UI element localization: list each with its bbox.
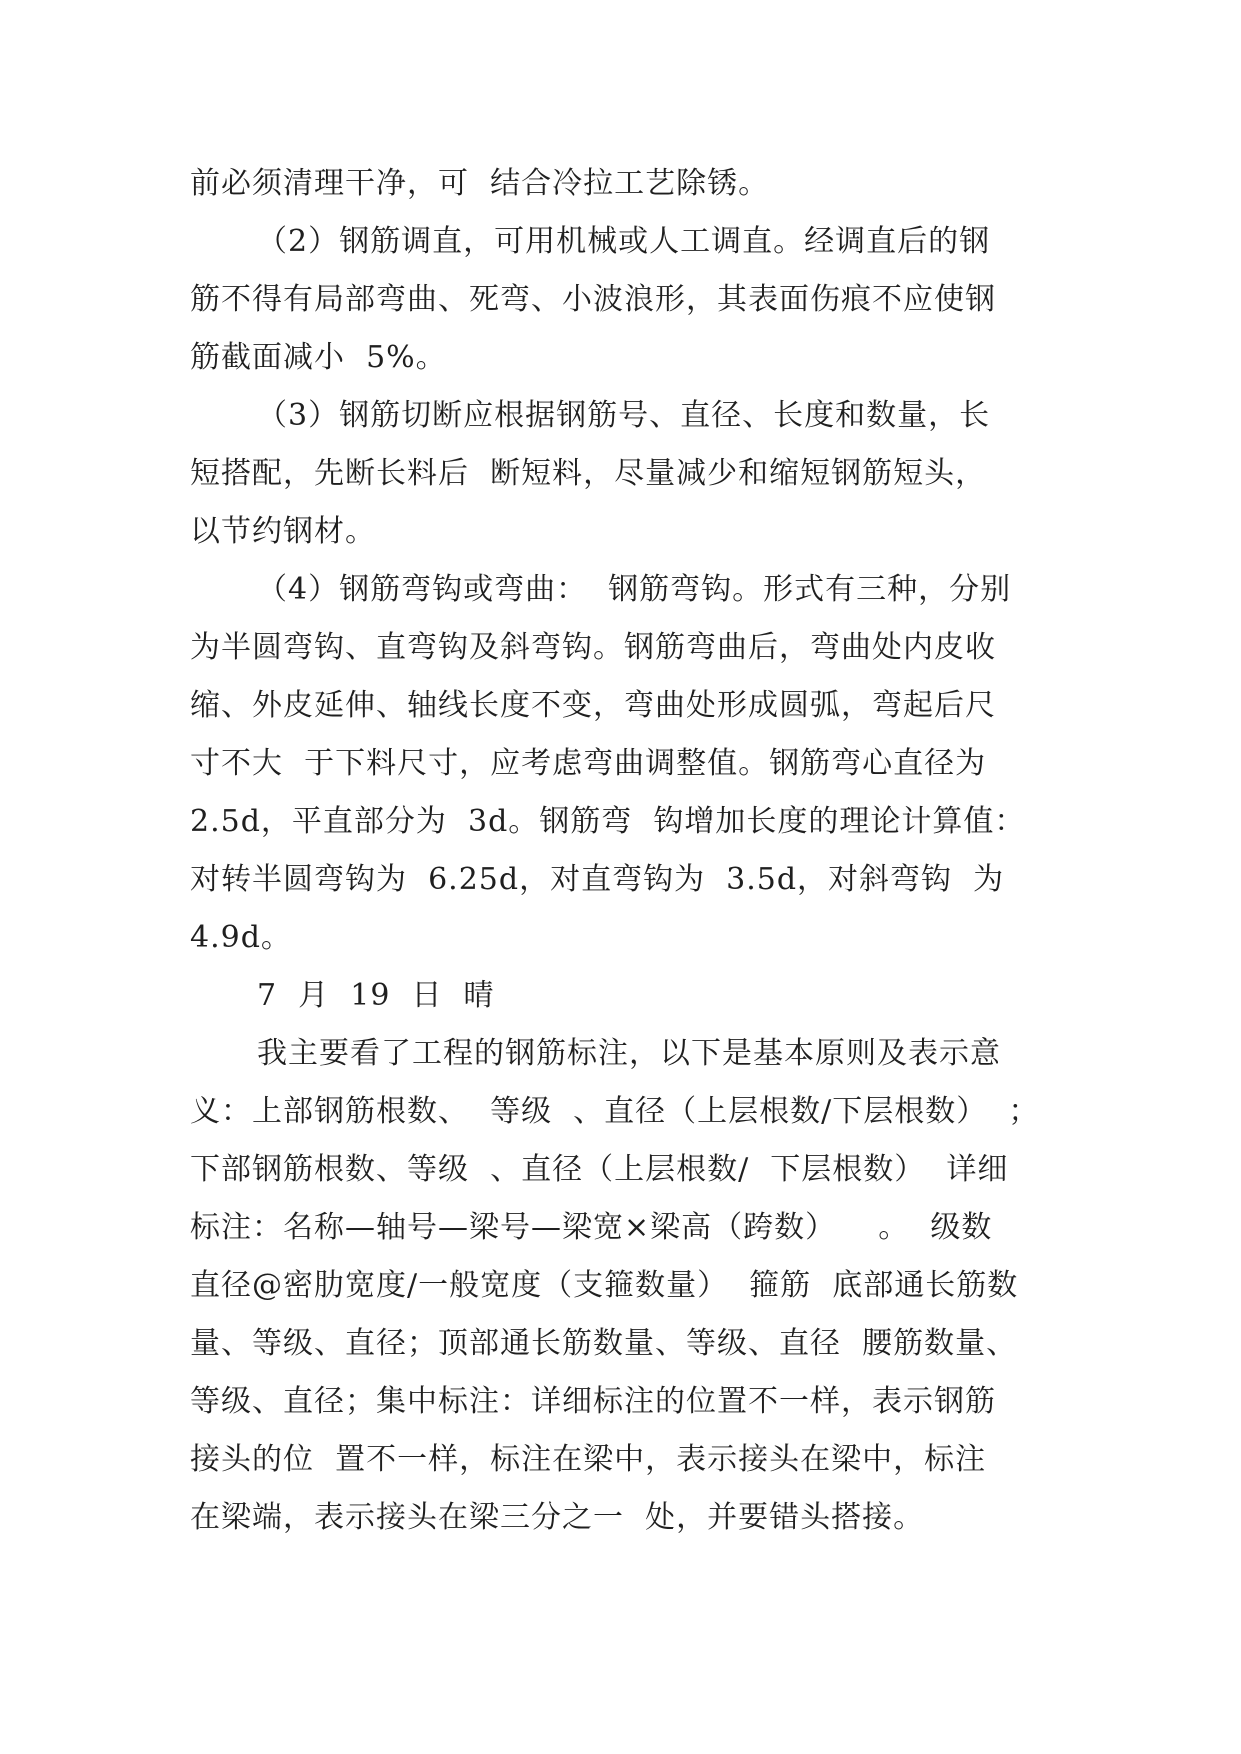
- text-line-4: 筋截面减小 5%。: [190, 340, 447, 375]
- text-line-12: 2.5d，平直部分为 3d。钢筋弯 钩增加长度的理论计算值：: [190, 804, 1026, 839]
- text-line-21: 量、等级、直径；顶部通长筋数量、等级、直径 腰筋数量、: [190, 1326, 1018, 1361]
- text-line-17: 义：上部钢筋根数、 等级 、直径（上层根数/下层根数） ；: [190, 1094, 1040, 1129]
- text-line-10: 缩、外皮延伸、轴线长度不变，弯曲处形成圆弧，弯起后尺: [190, 688, 996, 723]
- text-line-16: 我主要看了工程的钢筋标注，以下是基本原则及表示意: [257, 1036, 1001, 1071]
- text-line-20: 直径@密肋宽度/一般宽度（支箍数量） 箍筋 底部通长筋数: [190, 1268, 1019, 1303]
- text-line-9: 为半圆弯钩、直弯钩及斜弯钩。钢筋弯曲后，弯曲处内皮收: [190, 630, 996, 665]
- text-line-24: 在梁端，表示接头在梁三分之一 处，并要错头搭接。: [190, 1500, 925, 1535]
- text-line-6: 短搭配，先断长料后 断短料，尽量减少和缩短钢筋短头，: [190, 456, 987, 491]
- text-line-2: （2）钢筋调直，可用机械或人工调直。经调直后的钢: [257, 224, 991, 259]
- text-line-23: 接头的位 置不一样，标注在梁中，表示接头在梁中，标注: [190, 1442, 987, 1477]
- text-line-3: 筋不得有局部弯曲、死弯、小波浪形，其表面伤痕不应使钢: [190, 282, 996, 317]
- text-line-7: 以节约钢材。: [190, 514, 376, 549]
- text-line-19: 标注：名称—轴号—梁号—梁宽×梁高（跨数） 。 级数: [190, 1210, 993, 1245]
- text-line-1: 前必须清理干净，可 结合冷拉工艺除锈。: [190, 166, 770, 201]
- text-line-5: （3）钢筋切断应根据钢筋号、直径、长度和数量，长: [257, 398, 991, 433]
- text-line-8: （4）钢筋弯钩或弯曲： 钢筋弯钩。形式有三种，分别: [257, 572, 1012, 607]
- text-line-11: 寸不大 于下料尺寸，应考虑弯曲调整值。钢筋弯心直径为: [190, 746, 987, 781]
- date-heading: 7 月 19 日 晴: [257, 978, 495, 1013]
- text-line-22: 等级、直径；集中标注：详细标注的位置不一样，表示钢筋: [190, 1384, 996, 1419]
- text-line-13: 对转半圆弯钩为 6.25d，对直弯钩为 3.5d，对斜弯钩 为: [190, 862, 1005, 897]
- text-line-14: 4.9d。: [190, 920, 292, 955]
- text-line-18: 下部钢筋根数、等级 、直径（上层根数/ 下层根数） 详细: [190, 1152, 1009, 1187]
